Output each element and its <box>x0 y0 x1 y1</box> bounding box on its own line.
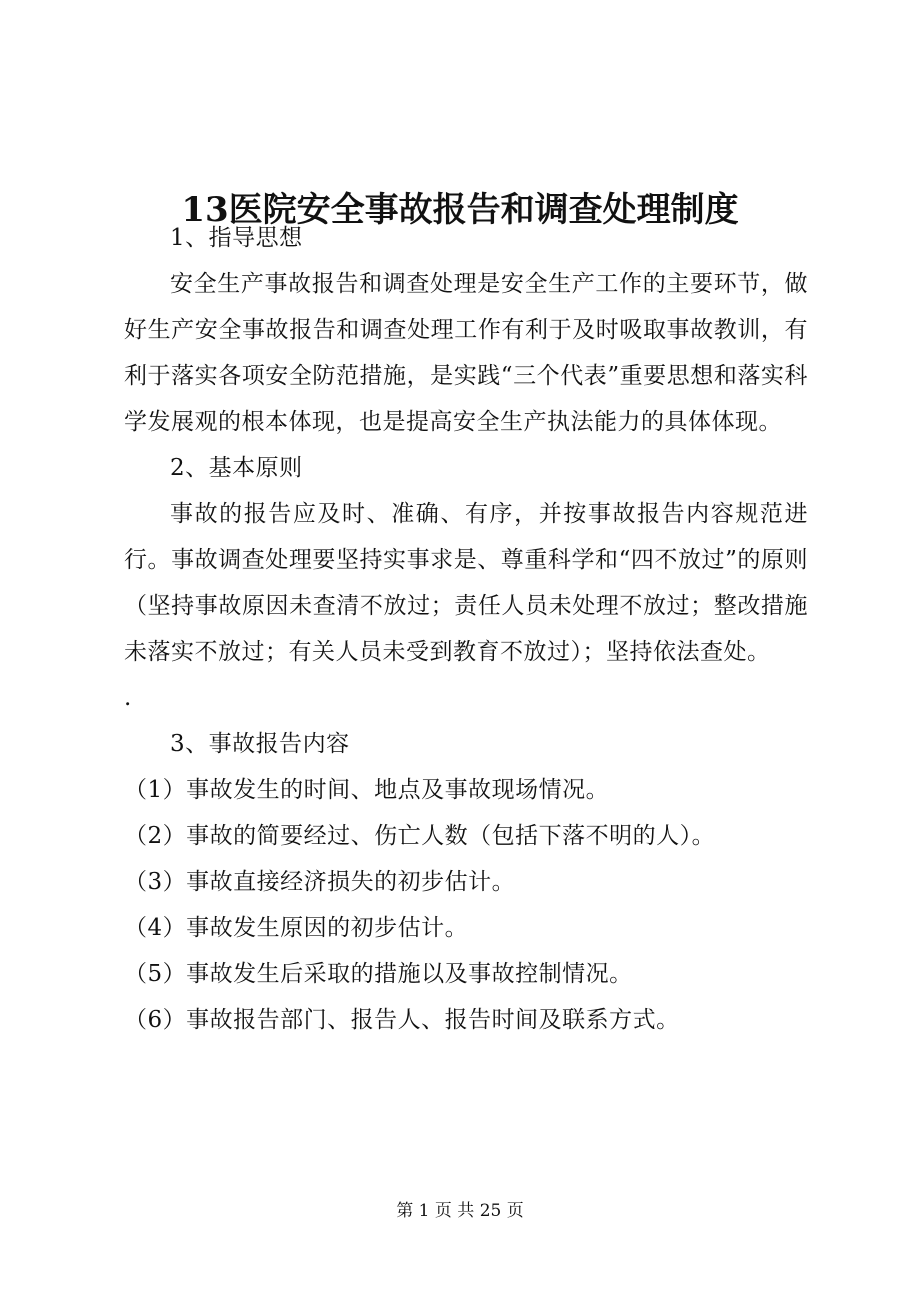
page-number: 第 1 页 共 25 页 <box>396 1201 524 1221</box>
section-1-paragraph: 安全生产事故报告和调查处理是安全生产工作的主要环节，做好生产安全事故报告和调查处理工作有利于及时吸取事故教训，有利于落实各项安全防范措施，是实践“三个代表”重要思想和落实科学发展观的根本体现，也是提高安全生产执法能力的具体体现。 <box>124 271 808 435</box>
section-3-heading: 3、事故报告内容 <box>170 731 350 757</box>
page-footer <box>0 1199 920 1223</box>
list-item: （4）事故发生原因的初步估计。 <box>124 915 469 941</box>
section-1-heading: 1、指导思想 <box>170 225 303 251</box>
list-item: （1）事故发生的时间、地点及事故现场情况。 <box>124 777 610 803</box>
list-item: （3）事故直接经济损失的初步估计。 <box>124 869 516 895</box>
list-item: （5）事故发生后采取的措施以及事故控制情况。 <box>124 961 633 987</box>
document-title: 13医院安全事故报告和调查处理制度 <box>181 189 739 230</box>
list-item: （6）事故报告部门、报告人、报告时间及联系方式。 <box>124 1007 680 1033</box>
section-2-paragraph: 事故的报告应及时、准确、有序，并按事故报告内容规范进行。事故调查处理要坚持实事求是、尊重科学和“四不放过”的原则（坚持事故原因未查清不放过；责任人员未处理不放过；整改措施未落实不放过；有关人员未受到教育不放过）；坚持依法查处。 <box>124 501 808 665</box>
separator-dot: . <box>124 685 132 711</box>
document-body <box>124 215 808 1043</box>
section-2-heading: 2、基本原则 <box>170 455 303 481</box>
list-item: （2）事故的简要经过、伤亡人数（包括下落不明的人）。 <box>124 823 716 849</box>
